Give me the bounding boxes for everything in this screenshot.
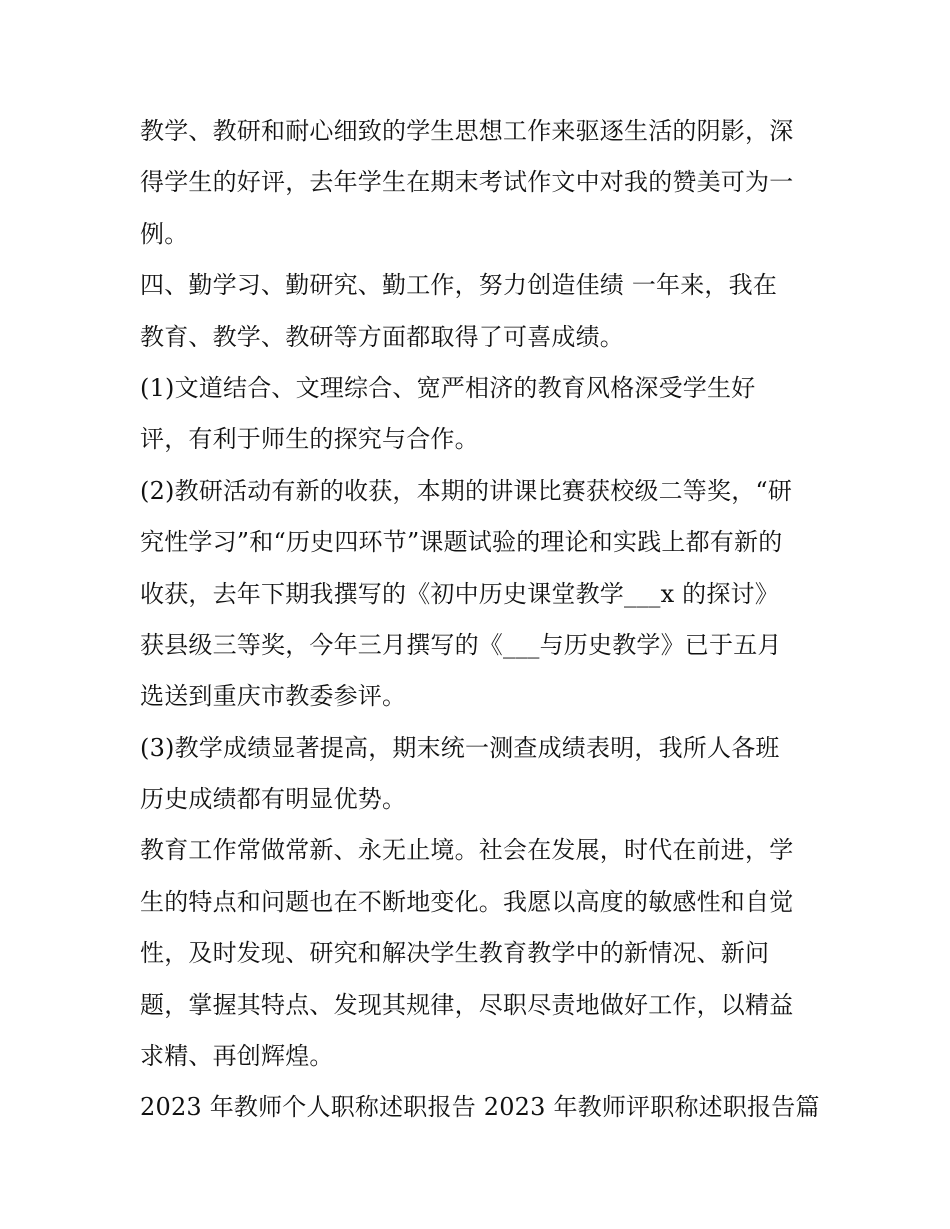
list-item-3-line: (3)教学成绩显著提高，期末统一测查成绩表明，我所人各班 [140, 733, 780, 762]
section-heading-line: 四、勤学习、勤研究、勤工作，努力创造佳绩 一年来，我在 [140, 271, 778, 300]
text-line: 究性学习”和“历史四环节”课题试验的理论和实践上都有新的 [140, 528, 783, 557]
text-line: 历史成绩都有明显优势。 [140, 785, 407, 814]
text-line: 获县级三等奖，今年三月撰写的《___与历史教学》已于五月 [140, 630, 782, 659]
text-line: 得学生的好评，去年学生在期末考试作文中对我的赞美可为一 [140, 168, 794, 197]
document-body [140, 106, 820, 1134]
list-item-2-line: (2)教研活动有新的收获，本期的讲课比赛获校级二等奖，“研 [140, 476, 793, 505]
text-line: 评，有利于师生的探究与合作。 [140, 425, 479, 454]
text-line: 教育工作常做常新、永无止境。社会在发展，时代在前进，学 [140, 836, 794, 865]
text-line: 性，及时发现、研究和解决学生教育教学中的新情况、新问 [140, 939, 770, 968]
list-item-1-line: (1)文道结合、文理综合、宽严相济的教育风格深受学生好 [140, 373, 756, 402]
text-line: 题，掌握其特点、发现其规律，尽职尽责地做好工作，以精益 [140, 990, 794, 1019]
report-title-line: 2023 年教师个人职称述职报告 2023 年教师评职称述职报告篇 [140, 1093, 820, 1122]
text-line: 生的特点和问题也在不断地变化。我愿以高度的敏感性和自觉 [140, 887, 794, 916]
text-line: 教育、教学、教研等方面都取得了可喜成绩。 [140, 322, 624, 351]
text-line: 求精、再创辉煌。 [140, 1042, 334, 1071]
text-line: 收获，去年下期我撰写的《初中历史课堂教学___x 的探讨》 [140, 579, 779, 608]
text-line: 教学、教研和耐心细致的学生思想工作来驱逐生活的阴影，深 [140, 117, 794, 145]
text-line: 选送到重庆市教委参评。 [140, 682, 407, 711]
text-line: 例。 [140, 219, 189, 248]
